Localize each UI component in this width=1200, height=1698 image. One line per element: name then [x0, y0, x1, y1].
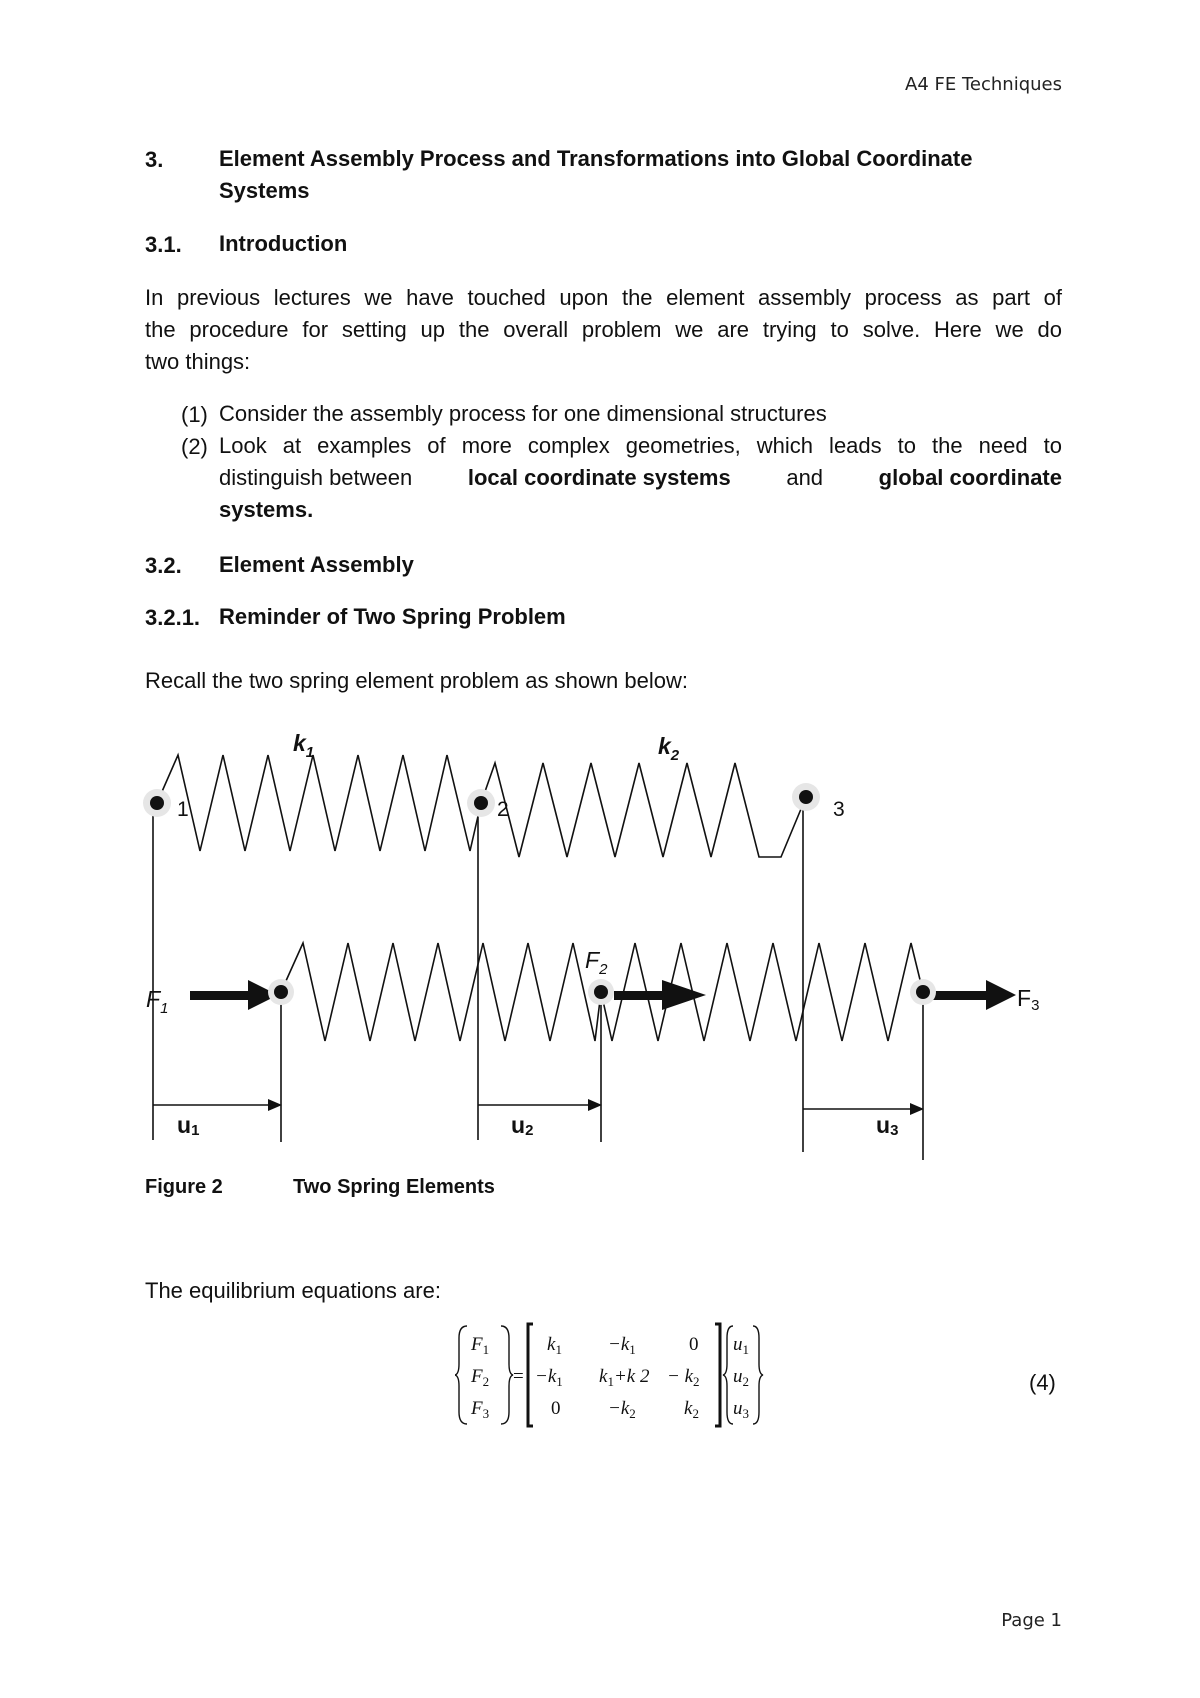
- force-arrow-2-shaft: [614, 991, 664, 1000]
- svg-text:u3: [733, 1398, 749, 1421]
- m33: k: [684, 1398, 693, 1419]
- m22: k: [599, 1366, 608, 1387]
- force-arrow-3-shaft: [928, 991, 988, 1000]
- label-F3: F: [1017, 985, 1032, 1011]
- m23: − k: [667, 1366, 694, 1387]
- lhs-F3-sub: 3: [482, 1406, 490, 1421]
- svg-text:u2: [733, 1366, 749, 1389]
- label-u3: u: [876, 1112, 891, 1138]
- bottom-node-2-dot: [594, 985, 608, 999]
- list-item-2-part-a: distinguish between: [219, 465, 413, 490]
- m12-sub: 1: [629, 1342, 636, 1357]
- label-k1-sub: 1: [305, 744, 315, 761]
- m32-sub: 2: [629, 1406, 636, 1421]
- matrix-left-bracket: [528, 1324, 533, 1426]
- force-arrow-2-head: [662, 980, 706, 1010]
- lhs-F1-sub: 1: [482, 1342, 490, 1357]
- list-item-2-line-3: systems.: [219, 497, 314, 522]
- intro-line-1: In previous lectures we have touched upon the element assembly process as part of: [145, 285, 1062, 310]
- m13: 0: [689, 1334, 699, 1355]
- section-3-title-line-2: Systems: [219, 178, 310, 203]
- page-footer: Page 1: [1001, 1610, 1062, 1631]
- m11: k: [547, 1334, 556, 1355]
- svg-text:F2: [470, 1366, 489, 1389]
- section-3-1-title: Introduction: [219, 231, 348, 256]
- m32: −k: [608, 1398, 630, 1419]
- list-item-2-line-1: Look at examples of more complex geometries, which leads to the need to: [219, 433, 1062, 458]
- lhs-left-brace: [455, 1326, 467, 1424]
- section-3-2-1-number: 3.2.1.: [145, 605, 201, 630]
- label-F3-sub: 3: [1031, 997, 1040, 1014]
- u1-arrow-head: [268, 1099, 282, 1111]
- list-item-2-number: (2): [181, 434, 208, 459]
- svg-text:k1: [293, 730, 314, 761]
- section-3-2-1-title: Reminder of Two Spring Problem: [219, 604, 566, 629]
- svg-text:−k1: [608, 1334, 636, 1357]
- rhs-u2: u: [733, 1366, 743, 1387]
- m22-plus: +k 2: [613, 1366, 650, 1387]
- svg-text:k2: [658, 733, 680, 764]
- figure-intro-text: Recall the two spring element problem as shown below:: [145, 668, 688, 693]
- figure-caption-label: Figure 2: [145, 1176, 223, 1198]
- m33-sub: 2: [692, 1406, 699, 1421]
- label-F2: F: [585, 947, 600, 973]
- svg-text:F1: [146, 986, 168, 1017]
- two-spring-diagram: [0, 720, 1200, 1180]
- svg-text:u1: [733, 1334, 749, 1357]
- rhs-u3-sub: 3: [742, 1406, 749, 1421]
- list-item-2-line-2: [219, 462, 1062, 494]
- matrix-right-bracket: [715, 1324, 720, 1426]
- list-item-1-number: (1): [181, 402, 208, 427]
- force-arrow-1-shaft: [190, 991, 250, 1000]
- list-item-1-text: Consider the assembly process for one dimensional structures: [219, 401, 827, 426]
- force-arrow-3-head: [986, 980, 1016, 1010]
- lhs-F1: F: [471, 1334, 483, 1355]
- m21: −k: [535, 1366, 557, 1387]
- intro-paragraph: [145, 282, 1062, 378]
- svg-text:F2: [585, 947, 608, 978]
- section-3-number: 3.: [145, 147, 164, 172]
- lhs-F2: F: [471, 1366, 483, 1387]
- svg-text:u2: [511, 1112, 533, 1139]
- bottom-node-1-dot: [274, 985, 288, 999]
- label-u1: u: [177, 1112, 192, 1138]
- section-3-2-title: Element Assembly: [219, 552, 414, 577]
- intro-line-3: two things:: [145, 349, 251, 374]
- equilibrium-intro: The equilibrium equations are:: [145, 1278, 441, 1303]
- node-2-dot: [474, 796, 488, 810]
- m23-sub: 2: [693, 1374, 700, 1389]
- svg-text:F3: [470, 1398, 489, 1421]
- m11-sub: 1: [555, 1342, 562, 1357]
- label-u2: u: [511, 1112, 526, 1138]
- rhs-u3: u: [733, 1398, 743, 1419]
- u3-arrow-head: [910, 1103, 924, 1115]
- label-u1-sub: 1: [191, 1122, 200, 1139]
- lhs-right-brace: [501, 1326, 513, 1424]
- global-coordinate-term: global coordinate: [878, 465, 1062, 490]
- label-node-3: 3: [833, 798, 845, 821]
- lhs-F2-sub: 2: [482, 1374, 490, 1389]
- figure-caption-text: Two Spring Elements: [293, 1176, 495, 1198]
- svg-text:− k2: [667, 1366, 700, 1389]
- section-3-1-number: 3.1.: [145, 232, 182, 257]
- spring-k2: [481, 763, 806, 857]
- spring-k1: [157, 755, 481, 851]
- section-3-title-line-1: Element Assembly Process and Transformations into Global Coordinate: [219, 146, 973, 171]
- rhs-left-brace: [723, 1326, 733, 1424]
- label-k1: k: [293, 730, 306, 756]
- m22-sub: 1: [607, 1374, 614, 1389]
- label-node-1: 1: [177, 798, 189, 821]
- svg-text:k1: [547, 1334, 562, 1357]
- label-F2-sub: 2: [599, 961, 608, 978]
- svg-text:k1+k 2: [599, 1366, 650, 1389]
- label-F1-sub: 1: [160, 1000, 169, 1017]
- label-k2-sub: 2: [670, 747, 680, 764]
- svg-text:−k2: [608, 1398, 636, 1421]
- list-item-2-part-c: and: [786, 465, 824, 490]
- lhs-F3: F: [471, 1398, 483, 1419]
- label-u2-sub: 2: [525, 1122, 534, 1139]
- equals-sign: =: [513, 1366, 524, 1387]
- page-header: A4 FE Techniques: [905, 74, 1062, 95]
- label-k2: k: [658, 733, 671, 759]
- node-1-dot: [150, 796, 164, 810]
- svg-text:F3: [1017, 985, 1039, 1014]
- label-u3-sub: 3: [890, 1122, 899, 1139]
- label-node-2: 2: [497, 798, 509, 821]
- list-item-2-text: [219, 430, 1062, 526]
- rhs-u1-sub: 1: [742, 1342, 749, 1357]
- m21-sub: 1: [556, 1374, 563, 1389]
- label-F1: F: [146, 986, 161, 1012]
- equilibrium-equation: [455, 1320, 775, 1430]
- local-coordinate-systems-term: local coordinate systems: [467, 465, 731, 490]
- rhs-right-brace: [753, 1326, 763, 1424]
- svg-text:−k1: [535, 1366, 563, 1389]
- svg-text:F1: [470, 1334, 489, 1357]
- m12: −k: [608, 1334, 630, 1355]
- rhs-u2-sub: 2: [742, 1374, 749, 1389]
- u2-arrow-head: [588, 1099, 602, 1111]
- section-3-2-number: 3.2.: [145, 553, 182, 578]
- intro-line-2: the procedure for setting up the overall problem we are trying to solve. Here we do: [145, 317, 1062, 342]
- svg-text:k2: [684, 1398, 699, 1421]
- m31: 0: [551, 1398, 561, 1419]
- bottom-node-3-dot: [916, 985, 930, 999]
- node-3-dot: [799, 790, 813, 804]
- svg-text:u3: [876, 1112, 898, 1139]
- svg-text:u1: [177, 1112, 199, 1139]
- equation-number: (4): [1029, 1370, 1056, 1395]
- rhs-u1: u: [733, 1334, 743, 1355]
